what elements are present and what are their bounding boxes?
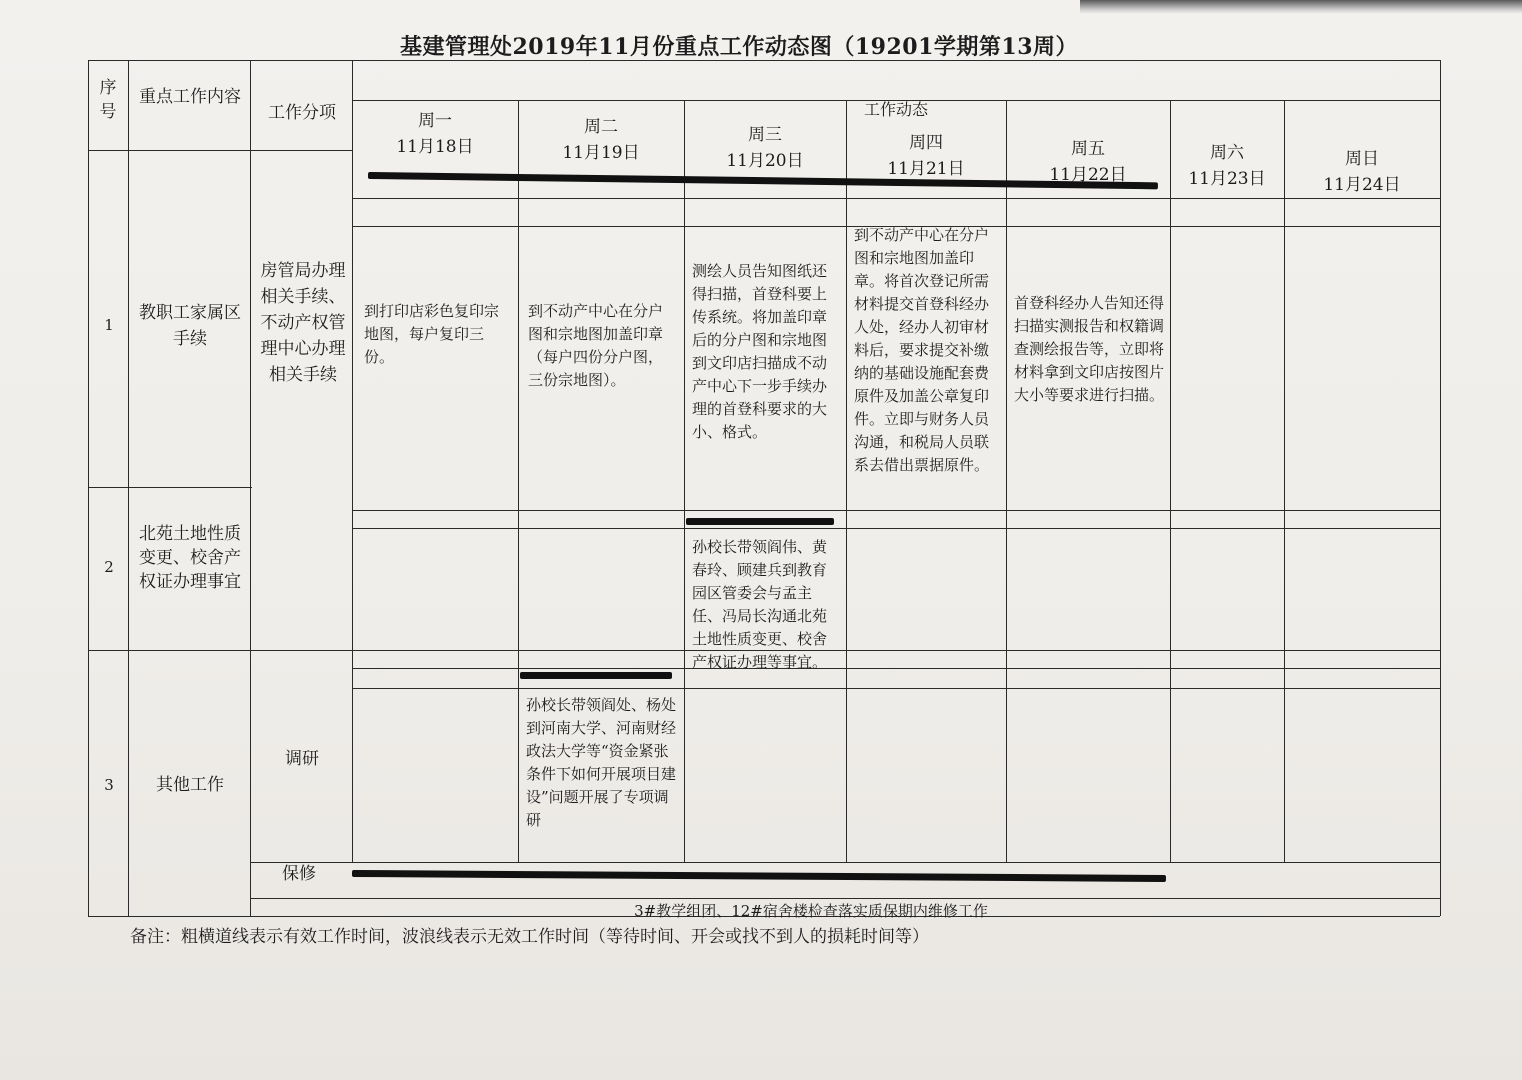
row1-subitem: 房管局办理相关手续、不动产权管理中心办理相关手续: [260, 261, 346, 385]
row3-work-content: 其他工作: [156, 775, 224, 795]
row1-seq: 1: [104, 316, 114, 334]
header-work-dynamic: 工作动态: [863, 100, 928, 119]
row3-subitem-research: 调研: [285, 749, 319, 769]
row2-work-content: 北苑土地性质变更、校舍产权证办理事宜: [139, 524, 241, 592]
row3-seq: 3: [104, 776, 114, 794]
row1-work-content: 教职工家属区手续: [139, 303, 241, 349]
row1-thu: 到不动产中心在分户图和宗地图加盖印章。将首次登记所需材料提交首登科经办人处，经办人初审材料后，要求提交补缴纳的基础设施配套费原件及加盖公章复印件。立即与财务人员沟通，和税局人员联系去借出票据原件。: [854, 226, 990, 474]
day-header-mon: 周一 11月18日: [396, 111, 474, 157]
header-subitem: 工作分项: [268, 103, 336, 123]
header-work-content: 重点工作内容: [139, 87, 241, 107]
row3-tue: 孙校长带领阎处、杨处到河南大学、河南财经政法大学等“资金紧张条件下如何开展项目建设”问题开展了专项调研: [526, 696, 677, 829]
day-header-fri: 周五 11月22日: [1049, 139, 1127, 185]
day-header-tue: 周二 11月19日: [562, 117, 640, 163]
document-title: 基建管理处2019年11月份重点工作动态图（19201学期第13周）: [400, 34, 1079, 60]
row1-tue: 到不动产中心在分户图和宗地图加盖印章（每户四份分户图，三份宗地图）。: [528, 302, 664, 389]
day-header-wed: 周三 11月20日: [726, 125, 804, 171]
row1-mon: 到打印店彩色复印宗地图，每户复印三份。: [364, 302, 500, 366]
row3-maintenance: 3#教学组团、12#宿舍楼检查落实质保期内维修工作: [634, 902, 988, 920]
row2-seq: 2: [104, 558, 114, 576]
row1-wed: 测绘人员告知图纸还得扫描，首登科要上传系统。将加盖印章后的分户图和宗地图到文印店扫描成不动产中心下一步手续办理的首登科要求的大小、格式。: [692, 262, 828, 441]
day-header-sun: 周日 11月24日: [1323, 149, 1401, 195]
day-header-thu: 周四 11月21日: [887, 133, 965, 179]
row2-wed: 孙校长带领阎伟、黄春玲、顾建兵到教育园区管委会与孟主任、冯局长沟通北苑土地性质变更、校舍产权证办理等事宜。: [692, 538, 828, 671]
day-header-sat: 周六 11月23日: [1188, 143, 1266, 189]
row1-fri: 首登科经办人告知还得扫描实测报告和权籍调查测绘报告等，立即将材料拿到文印店按图片大小等要求进行扫描。: [1014, 294, 1165, 404]
progress-bar-research: [520, 672, 672, 679]
progress-bar-row2: [686, 518, 834, 525]
header-seq: 序号: [99, 78, 117, 122]
remark-note: 备注：粗横道线表示有效工作时间，波浪线表示无效工作时间（等待时间、开会或找不到人的损耗时间等）: [130, 927, 929, 947]
page-edge-shadow: [1080, 0, 1522, 14]
row3-subitem-maintenance: 保修: [282, 864, 316, 884]
